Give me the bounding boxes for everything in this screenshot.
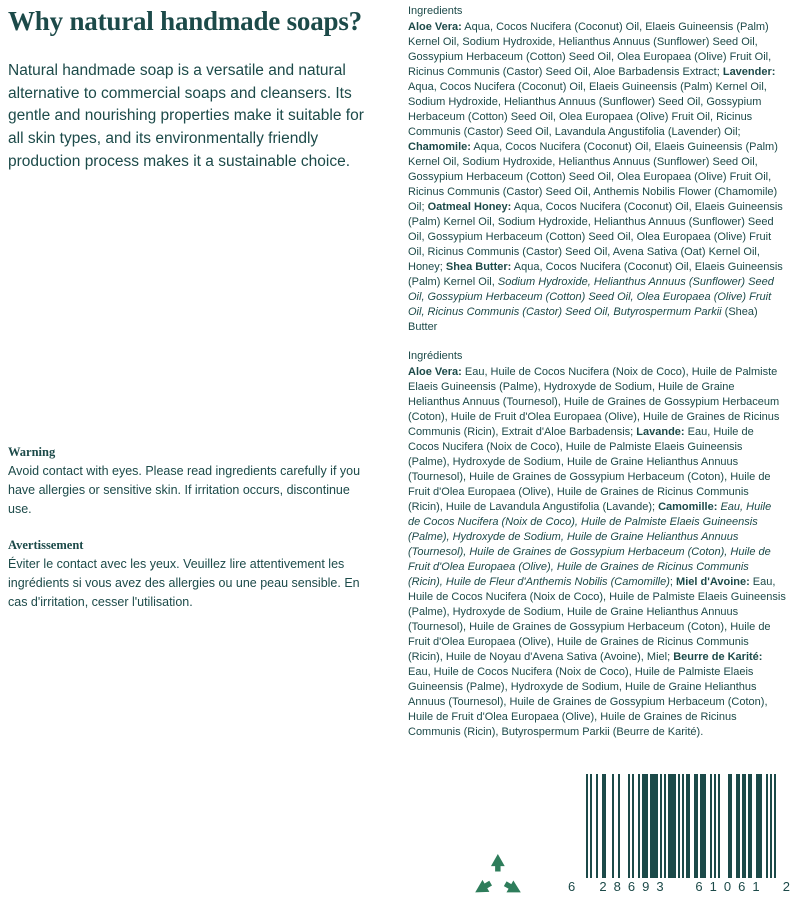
barcode-bars: [586, 770, 790, 878]
avertissement-title: Avertissement: [8, 538, 84, 553]
warning-title: Warning: [8, 445, 56, 459]
intro-paragraph: Natural handmade soap is a versatile and natural alternative to commercial soaps and cleansers. Its gentle and nourishing properties make it suitable for all skin types, and its environmentally friendly production process makes it a sustainable choice.: [8, 61, 364, 170]
ingredients-list-en: Aloe Vera: Aqua, Cocos Nucifera (Coconut) Oil, Elaeis Guineensis (Palm) Kernel Oil, Sodium Hydroxide, Helianthus Annuus (Sunflower) Seed Oil, Gossypium Herbaceum (Cotton) Seed Oil, Olea Europaea (Olive) Fruit Oil, Ricinus Communis (Castor) Seed Oil, Aloe Barbadensis Extract; Lavender: Aqua, Cocos Nucifera (Coconut) Oil, Elaeis Guineensis (Palm) Kernel Oil, Sodium Hydroxide, Helianthus Annuus (Sunflower) Seed Oil, Gossypium Herbaceum (Cotton) Seed Oil, Olea Europaea (Olive) Fruit Oil, Ricinus Communis (Castor) Seed Oil, Lavandula Angustifolia (Lavender) Oil; Chamomile: Aqua, Cocos Nucifera (Coconut) Oil, Elaeis Guineensis (Palm) Kernel Oil, Sodium Hydroxide, Helianthus Annuus (Sunflower) Seed Oil, Gossypium Herbaceum (Cotton) Seed Oil, Olea Europaea (Olive) Fruit Oil, Ricinus Communis (Castor) Seed Oil, Anthemis Nobilis Flower (Chamomile) Oil; Oatmeal Honey: Aqua, Cocos Nucifera (Coconut) Oil, Elaeis Guineensis (Palm) Kernel Oil, Sodium Hydroxide, Helianthus Annuus (Sunflower) Seed Oil, Gossypium Herbaceum (Cotton) Seed Oil, Olea Europaea (Olive) Fruit Oil, Ricinus Communis (Castor) Seed Oil, Avena Sativa (Oat) Kernel Oil, Honey; Shea Butter: Aqua, Cocos Nucifera (Coconut) Oil, Elaeis Guineensis (Palm) Kernel Oil, Sodium Hydroxide, Helianthus Annuus (Sunflower) Seed Oil, Gossypium Herbaceum (Cotton) Seed Oil, Olea Europaea (Olive) Fruit Oil, Ricinus Communis (Castor) Seed Oil, Butyrospermum Parkii (Shea) Butter: [408, 21, 783, 334]
barcode-bar: [720, 774, 728, 878]
ingredients-heading-fr: Ingrédients: [408, 350, 463, 363]
ingredients-heading: Ingredients: [408, 5, 463, 17]
barcode-digits: [568, 879, 790, 894]
ingredients-list-fr: Aloe Vera: Eau, Huile de Cocos Nucifera (Noix de Coco), Huile de Palmiste Elaeis Guineensis (Palme), Hydroxyde de Sodium, Huile de Graine Helianthus Annuus (Tournesol), Huile de Graines de Gossypium Herbaceum (Coton), Huile de Fruit d'Olea Europaea (Olive), Huile de Graines de Ricinus Communis (Ricin), Extrait d'Aloe Barbadensis; Lavande: Eau, Huile de Cocos Nucifera (Noix de Coco), Huile de Palmiste Elaeis Guineensis (Palme), Hydroxyde de Sodium, Huile de Graine Helianthus Annuus (Tournesol), Huile de Graines de Gossypium Herbaceum (Coton), Huile de Fruit d'Olea Europaea (Olive), Huile de Graines de Ricinus Communis (Ricin), Huile de Lavandula Angustifolia (Lavande); Camomille: Eau, Huile de Cocos Nucifera (Noix de Coco), Huile de Palmiste Elaeis Guineensis (Palme), Hydroxyde de Sodium, Huile de Graine Helianthus Annuus (Tournesol), Huile de Graines de Gossypium Herbaceum (Coton), Huile de Fruit d'Olea Europaea (Olive), Huile de Graines de Ricinus Communis (Ricin), Huile de Fleur d'Anthemis Nobilis (Camomille); Miel d'Avoine: Eau, Huile de Cocos Nucifera (Noix de Coco), Huile de Palmiste Elaeis Guineensis (Palme), Hydroxyde de Sodium, Huile de Graine Helianthus Annuus (Tournesol), Huile de Graines de Gossypium Herbaceum (Coton), Huile de Fruit d'Olea Europaea (Olive), Huile de Graines de Ricinus Communis (Ricin), Huile de Noyau d'Avena Sativa (Avoine), Miel; Beurre de Karité: Eau, Huile de Cocos Nucifera (Noix de Coco), Huile de Palmiste Elaeis Guineensis (Palme), Hydroxyde de Sodium, Huile de Graine Helianthus Annuus (Tournesol), Huile de Graines de Gossypium Herbaceum (Coton), Huile de Fruit d'Olea Europaea (Olive), Huile de Graines de Ricinus Communis (Ricin), Butyrospermum Parkii (Beurre de Karité).: [408, 366, 786, 739]
barcode: [568, 770, 790, 894]
footer-area: [0, 770, 800, 908]
barcode-digits-mid-left: 28693: [599, 879, 671, 894]
section-spacer: [408, 335, 786, 349]
page-title: Why natural handmade soaps?: [8, 6, 362, 36]
barcode-bar: [668, 774, 676, 878]
recycle-icon: [472, 852, 524, 900]
avertissement-body: Éviter le contact avec les yeux. Veuillez lire attentivement les ingrédients si vous avez des allergies ou une peau sensible. En cas d'irritation, cesser l'utilisation.: [8, 557, 360, 609]
barcode-bar: [650, 774, 658, 878]
warning-section: [8, 445, 373, 632]
warning-body: Avoid contact with eyes. Please read ingredients carefully if you have allergies or sensitive skin. If irritation occurs, discontinue use.: [8, 464, 361, 516]
barcode-bar: [620, 774, 628, 878]
barcode-bar: [774, 774, 776, 878]
barcode-digit-left: 6: [568, 879, 576, 894]
barcode-digits-mid-right: 61061: [695, 879, 767, 894]
barcode-digit-right: 2: [782, 879, 790, 894]
